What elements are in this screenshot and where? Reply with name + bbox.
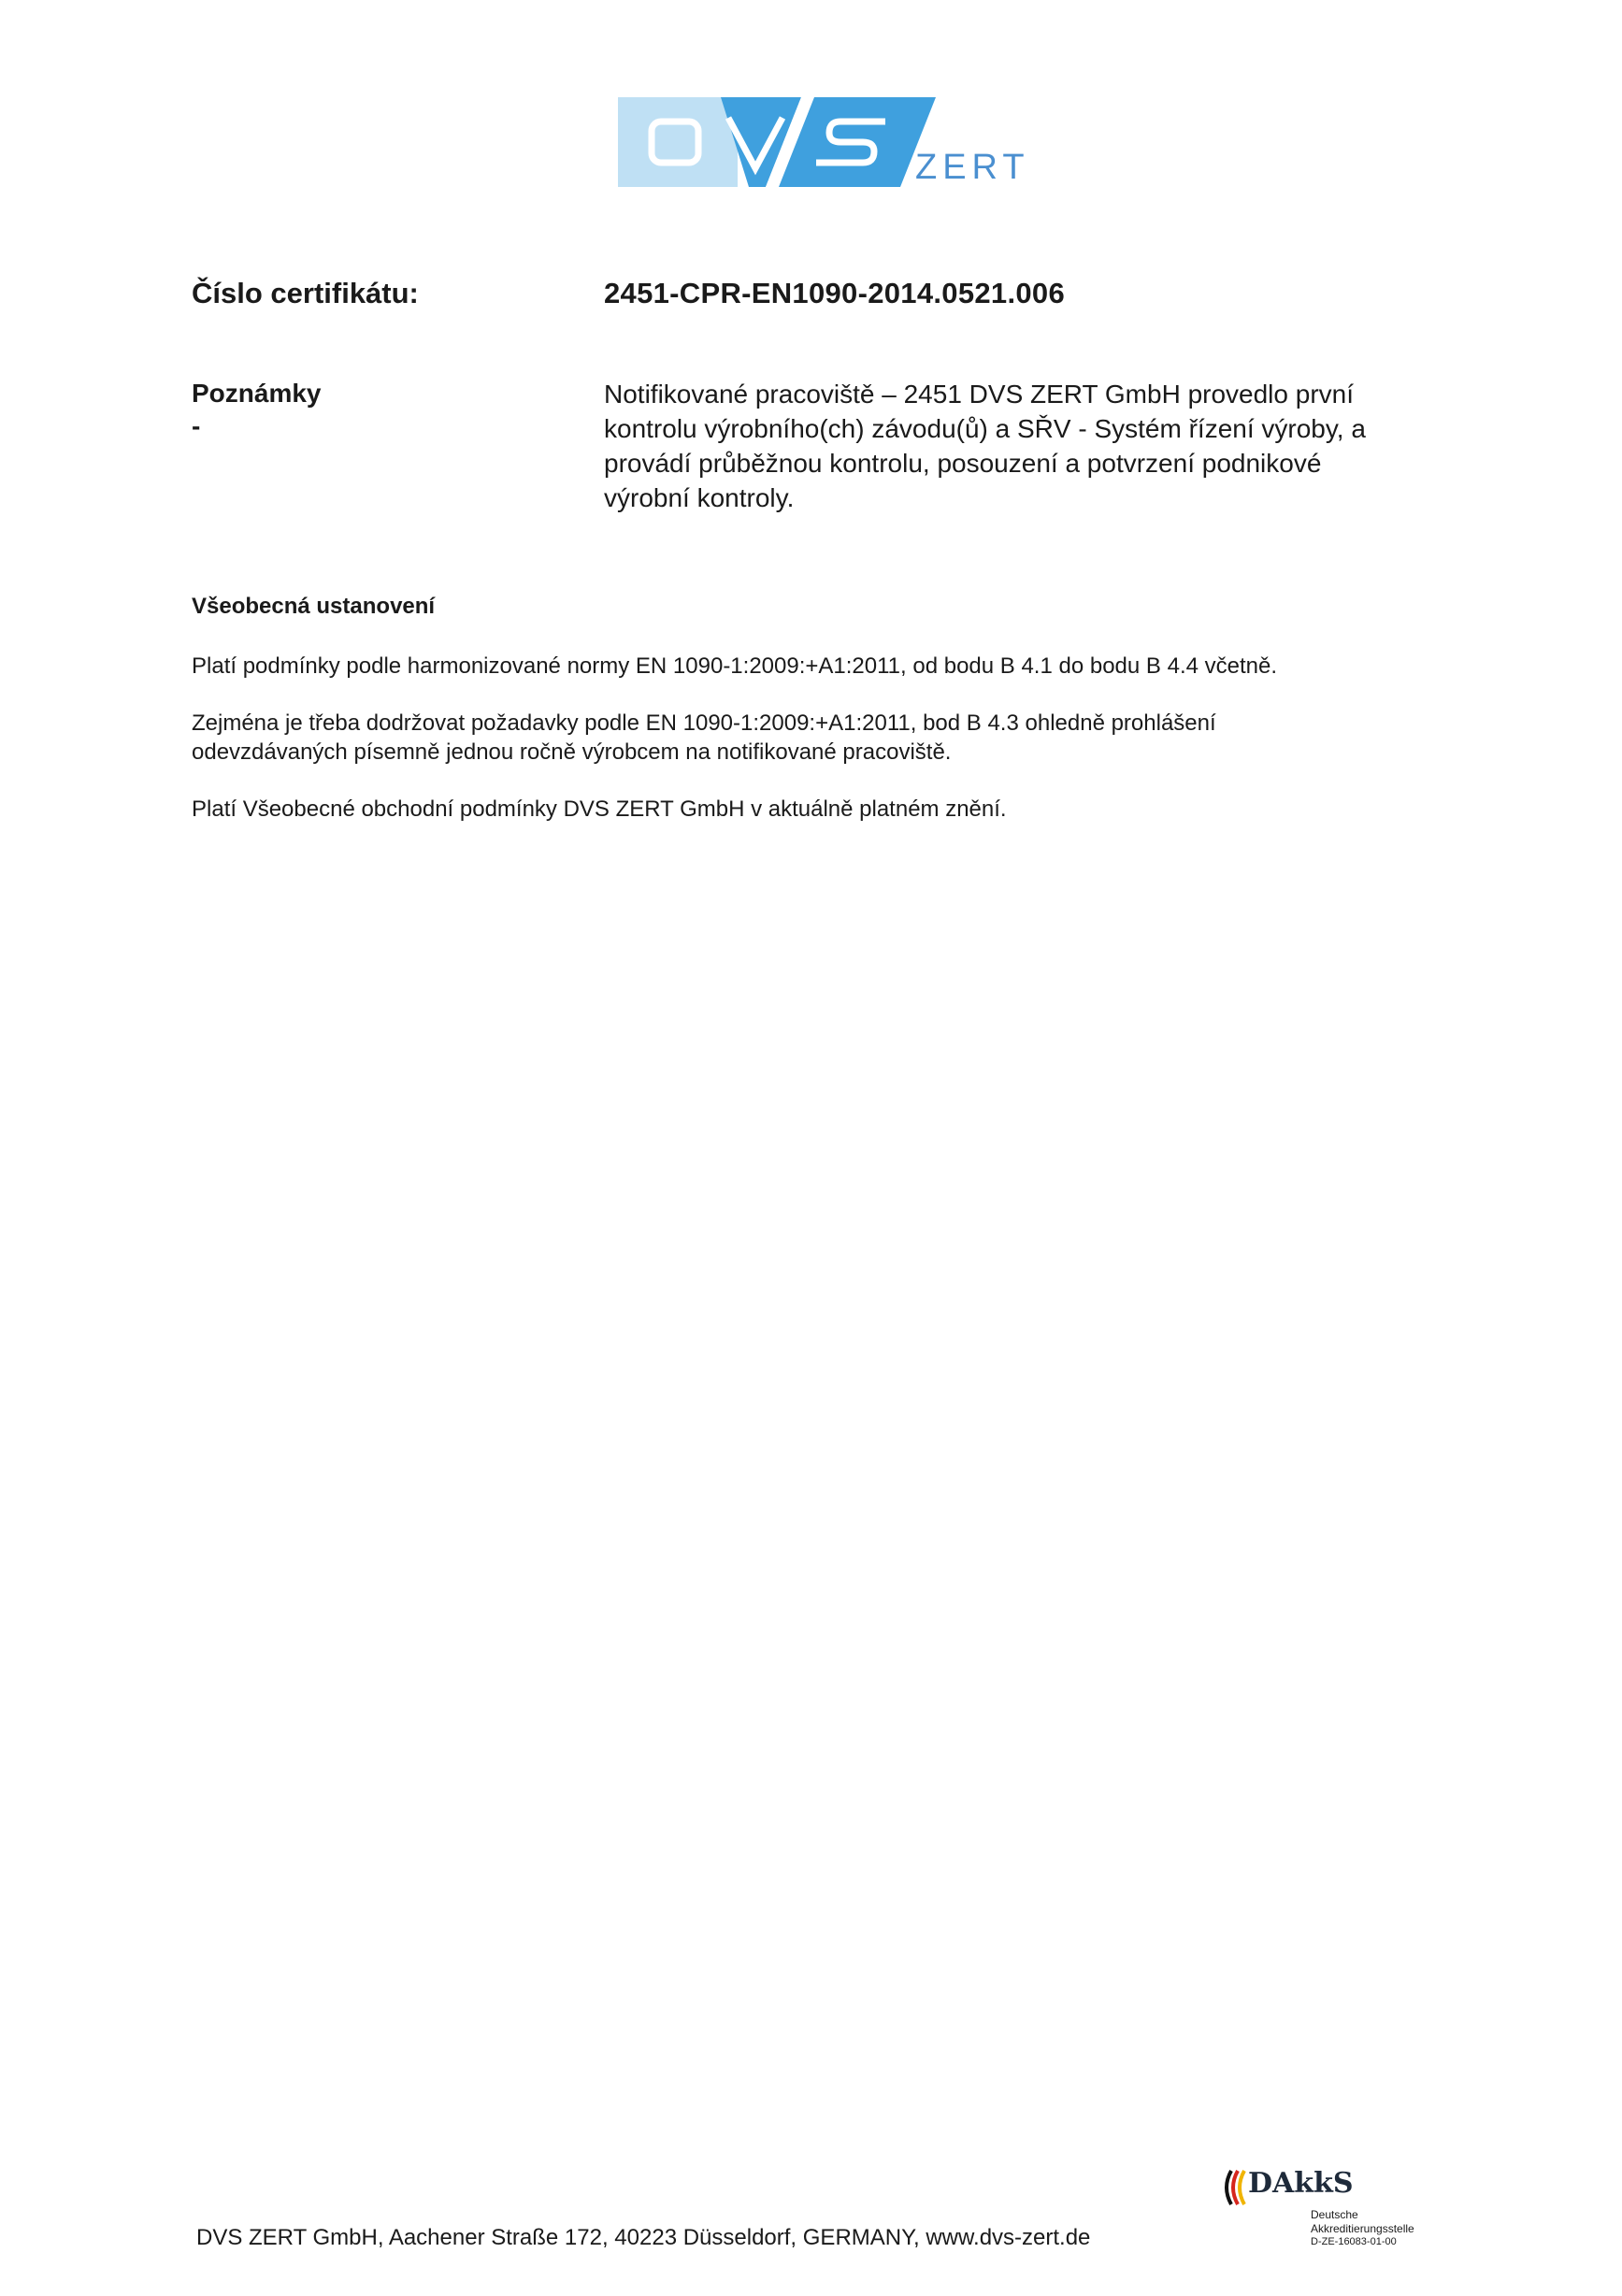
certificate-number-value: 2451-CPR-EN1090-2014.0521.006 [604, 277, 1065, 309]
notes-label: Poznámky [192, 379, 322, 408]
paragraph-line: odevzdávaných písemně jednou ročně výrobcem na notifikované pracoviště. [192, 739, 952, 765]
dakks-line-akkreditierungsstelle: Akkreditierungsstelle [1311, 2222, 1414, 2235]
dakks-brackets-icon [1220, 2167, 1252, 2208]
footer-address: DVS ZERT GmbH, Aachener Straße 172, 40223 Düsseldorf, GERMANY, www.dvs-zert.de [196, 2225, 1091, 2250]
notes-line: kontrolu výrobního(ch) závodu(ů) a SŘV - Systém řízení výroby, a [604, 414, 1366, 443]
logo-zert-text: ZERT [915, 148, 1030, 187]
notes-line: výrobní kontroly. [604, 483, 795, 512]
certificate-number-label: Číslo certifikátu: [192, 277, 419, 309]
general-provisions-paragraph-3 [192, 795, 1444, 824]
notes-bullet: - [192, 411, 201, 440]
notes-line: provádí průběžnou kontrolu, posouzení a potvrzení podnikové [604, 449, 1322, 478]
dakks-accreditation-mark [1220, 2167, 1454, 2257]
paragraph-line: Platí podmínky podle harmonizované normy EN 1090-1:2009:+A1:2011, od bodu B 4.1 do bodu B 4.4 včetně. [192, 653, 1277, 679]
paragraph-line: Platí Všeobecné obchodní podmínky DVS ZERT GmbH v aktuálně platném znění. [192, 796, 1007, 822]
dakks-registration-number: D-ZE-16083-01-00 [1311, 2236, 1397, 2247]
notes-line: Notifikované pracoviště – 2451 DVS ZERT GmbH provedlo první [604, 380, 1355, 409]
paragraph-line: Zejména je třeba dodržovat požadavky podle EN 1090-1:2009:+A1:2011, bod B 4.3 ohledně prohlášení [192, 710, 1216, 736]
general-provisions-paragraph-2 [192, 709, 1444, 767]
dvs-zert-logo [618, 93, 1048, 196]
dakks-line-deutsche: Deutsche [1311, 2208, 1358, 2221]
notes-text [604, 377, 1445, 515]
general-provisions-title: Všeobecná ustanovení [192, 594, 436, 619]
logo-light-block [618, 97, 738, 187]
dakks-brand: DAkkS [1248, 2167, 1354, 2200]
general-provisions-paragraph-1 [192, 652, 1444, 681]
